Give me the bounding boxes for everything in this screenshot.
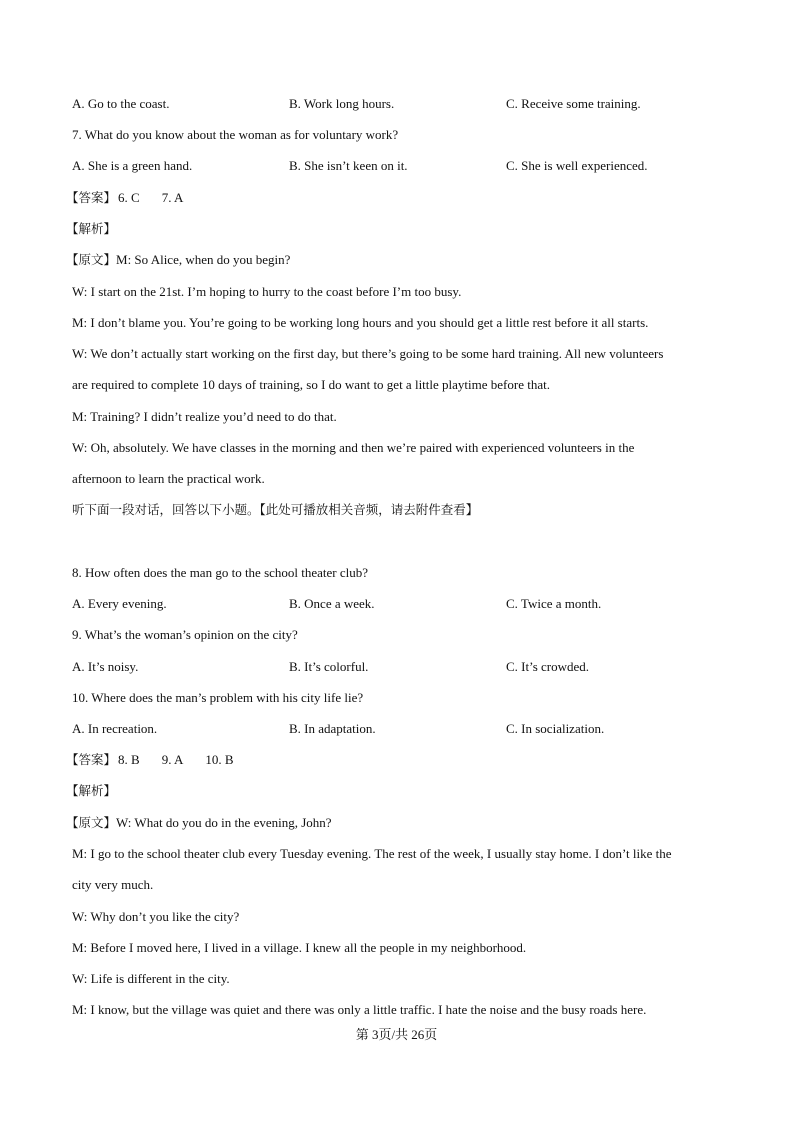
q10-option-c: C. In socialization. [506,721,605,736]
q9-question: 9. What’s the woman’s opinion on the city? [72,627,298,642]
q7-question: 7. What do you know about the woman as for voluntary work? [72,127,399,142]
q6-option-a: A. Go to the coast. [72,96,170,111]
answer-block-2 [66,752,256,768]
transcript-2-line: M: Before I moved here, I lived in a village. I knew all the people in my neighborhood. [72,940,527,955]
q9-option-b: B. It’s colorful. [289,659,369,674]
transcript-label: 【原文】 [66,252,117,267]
transcript-2-line: W: Life is different in the city. [72,971,230,986]
answer-block-1 [66,190,205,206]
q10-question: 10. Where does the man’s problem with his city life lie? [72,690,364,705]
q9-option-a: A. It’s noisy. [72,659,139,674]
q6-option-b: B. Work long hours. [289,96,395,111]
q8-option-b: B. Once a week. [289,596,375,611]
transcript-1-line: W: We don’t actually start working on the first day, but there’s going to be some hard training. All new volunteers [72,346,664,361]
transcript-label: 【原文】 [66,815,117,830]
transcript-2-first [66,815,332,831]
transcript-2-line: W: Why don’t you like the city? [72,909,240,924]
analysis-label-2: 【解析】 [66,783,117,798]
answer-7: 7. A [161,190,184,205]
transcript-2-line: M: I go to the school theater club every Tuesday evening. The rest of the week, I usually stay home. I don’t like the [72,846,672,861]
transcript-1-line: afternoon to learn the practical work. [72,471,265,486]
q6-option-c: C. Receive some training. [506,96,641,111]
q8-option-c: C. Twice a month. [506,596,602,611]
answer-8: 8. B [118,752,140,767]
answer-label: 【答案】 [66,752,117,767]
transcript-line: W: What do you do in the evening, John? [116,815,332,830]
q7-option-b: B. She isn’t keen on it. [289,158,408,173]
analysis-label-1: 【解析】 [66,221,117,236]
transcript-1-line: W: Oh, absolutely. We have classes in the morning and then we’re paired with experienced volunteers in the [72,440,635,455]
transcript-1-line: M: I don’t blame you. You’re going to be working long hours and you should get a little rest before it all starts. [72,315,649,330]
q8-option-a: A. Every evening. [72,596,167,611]
transcript-1-line: M: Training? I didn’t realize you’d need to do that. [72,409,337,424]
answer-10: 10. B [205,752,234,767]
q9-option-c: C. It’s crowded. [506,659,590,674]
transcript-1-line: W: I start on the 21st. I’m hoping to hurry to the coast before I’m too busy. [72,284,462,299]
listening-instruction: 听下面一段对话，回答以下小题。【此处可播放相关音频，请去附件查看】 [72,502,479,517]
transcript-1-first [66,252,290,268]
answer-9: 9. A [161,752,184,767]
q10-option-a: A. In recreation. [72,721,158,736]
transcript-2-line: M: I know, but the village was quiet and there was only a little traffic. I hate the noise and the busy roads here. [72,1002,647,1017]
page-footer: 第 3页/共 26页 [355,1027,438,1042]
answer-label: 【答案】 [66,190,117,205]
q7-option-c: C. She is well experienced. [506,158,648,173]
transcript-line: M: So Alice, when do you begin? [116,252,291,267]
q10-option-b: B. In adaptation. [289,721,376,736]
q8-question: 8. How often does the man go to the school theater club? [72,565,369,580]
answer-6: 6. C [118,190,140,205]
q7-option-a: A. She is a green hand. [72,158,193,173]
transcript-2-line: city very much. [72,877,154,892]
transcript-1-line: are required to complete 10 days of training, so I do want to get a little playtime before that. [72,377,550,392]
